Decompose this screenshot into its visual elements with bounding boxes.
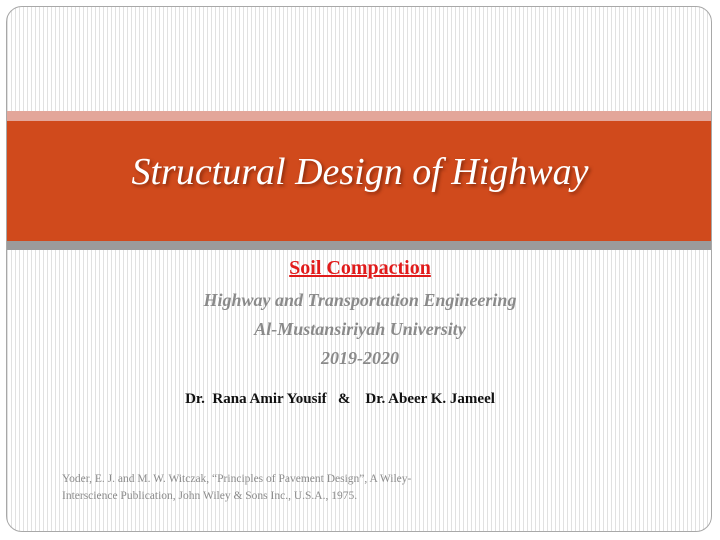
title-band-top-accent: [7, 111, 712, 121]
slide-subtitle: Soil Compaction: [289, 257, 431, 279]
course-name: Highway and Transportation Engineering: [203, 290, 517, 310]
title-band-bottom-accent: [7, 241, 712, 250]
academic-year: 2019-2020: [321, 348, 399, 368]
university-name: Al-Mustansiriyah University: [254, 319, 466, 339]
reference-citation: [62, 471, 482, 505]
slide-title: Structural Design of Highway: [131, 151, 589, 193]
reference-line: Yoder, E. J. and M. W. Witczak, “Principles of Pavement Design”, A Wiley-: [62, 473, 412, 485]
reference-line: Interscience Publication, John Wiley & Sons Inc., U.S.A., 1975.: [62, 490, 358, 502]
authors-line: Dr. Rana Amir Yousif & Dr. Abeer K. Jameel: [185, 391, 495, 407]
